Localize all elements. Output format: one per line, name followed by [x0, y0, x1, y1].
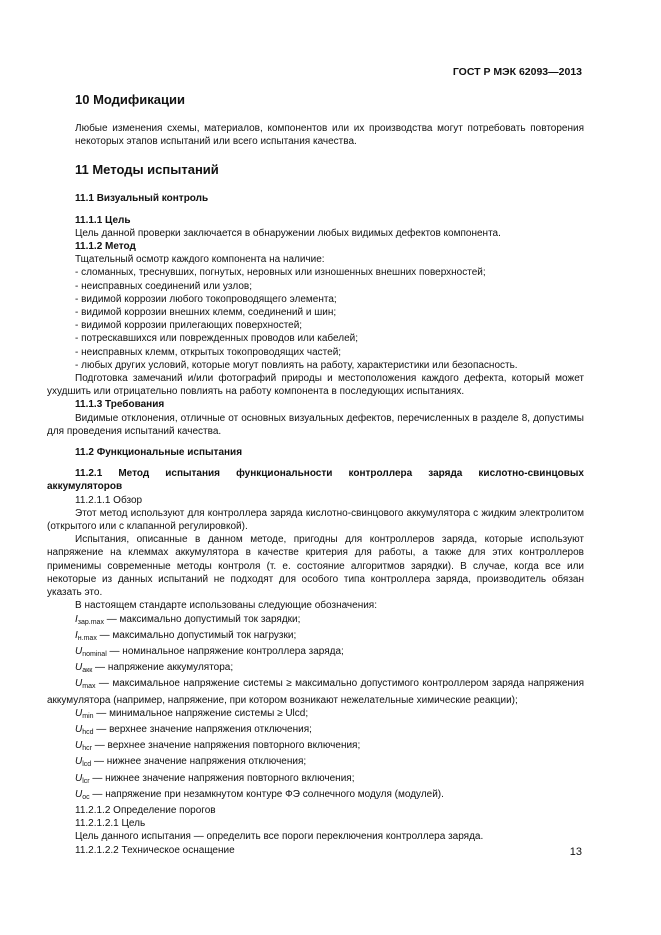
defect-list: [75, 266, 584, 372]
list-item: - видимой коррозии внешних клемм, соединений и шин;: [75, 307, 337, 319]
list-item: - видимой коррозии любого токопроводящего элемента;: [75, 293, 337, 305]
document-content: [47, 88, 584, 857]
section-11-2-1-1-title: 11.2.1.1 Обзор: [75, 494, 143, 506]
section-11-2-1-title: 11.2.1 Метод испытания функциональности контроллера заряда кислотно-свинцовых аккумуляторов: [47, 468, 584, 493]
symbol-item: $U_{hcr}$ — верхнее значение напряжения повторного включения;: [75, 740, 361, 753]
section-11-1-2-after: Подготовка замечаний и/или фотографий природы и местоположения каждого дефекта, который может ухудшить или отрицательно повлиять на работу компонента в последующих испытаниях.: [47, 373, 584, 398]
list-item: - сломанных, треснувших, погнутых, неровных или изношенных внешних поверхностей;: [75, 267, 486, 279]
section-11-2-1-2-2-title: 11.2.1.2.2 Техническое оснащение: [75, 844, 235, 856]
symbol-item: $U_{акк}$ — напряжение аккумулятора;: [75, 662, 234, 675]
list-item: - любых других условий, которые могут повлиять на работу, характеристики или безопасность.: [75, 359, 518, 371]
section-11-2-1-1-p2: Испытания, описанные в данном методе, пригодны для контроллеров заряда, которые используют напряжение на клеммах аккумулятора в качестве критерия для работы, а также для этих контроллеров применимы современные методы контроля (т. е. состояние алгоритмов зарядки). В случае, когда все или некоторые из данных испытаний не подходят для особого типа контроллера заряда, производитель обязан указать это.: [47, 534, 584, 599]
section-11-2-1-2-title: 11.2.1.2 Определение порогов: [75, 804, 216, 816]
list-item: - видимой коррозии прилегающих поверхностей;: [75, 320, 303, 332]
symbol-item: $I_{зар.max}$ — максимально допустимый ток зарядки;: [75, 613, 301, 626]
section-11-1-1-text: Цель данной проверки заключается в обнаружении любых видимых дефектов компонента.: [75, 227, 501, 239]
section-11-2-title: 11.2 Функциональные испытания: [75, 447, 243, 459]
page-number: 13: [569, 846, 582, 858]
section-10-text: Любые изменения схемы, материалов, компонентов или их производства могут потребовать повторения некоторых этапов испытаний или всего испытания качества.: [75, 123, 584, 148]
section-11-2-1-2-1-text: Цель данного испытания — определить все пороги переключения контроллера заряда.: [75, 831, 484, 843]
section-11-2-1-1-p1: Этот метод используют для контроллера заряда кислотно-свинцового аккумулятора с жидким электролитом (открытого или с клапанной регулировкой).: [47, 507, 584, 533]
list-item: - неисправных клемм, открытых токопроводящих частей;: [75, 346, 342, 358]
symbol-item: $U_{max}$ — максимальное напряжение системы ≥ максимально допустимого контроллером заряда напряжения аккумулятора (например, напряжение, при котором возникают нежелательные химические реакции);: [47, 678, 584, 706]
section-11-1-2-intro: Тщательный осмотр каждого компонента на наличие:: [75, 254, 325, 266]
list-item: - неисправных соединений или узлов;: [75, 280, 252, 292]
symbol-item: $U_{nominal}$ — номинальное напряжение контроллера заряда;: [75, 645, 344, 658]
document-header: ГОСТ Р МЭК 62093—2013: [452, 66, 582, 78]
section-11-1-3-title: 11.1.3 Требования: [75, 399, 165, 411]
symbol-item: $I_{н.max}$ — максимально допустимый ток нагрузки;: [75, 629, 297, 642]
section-11-2-1-2-1-title: 11.2.1.2.1 Цель: [75, 818, 146, 830]
section-11-1-3-text: Видимые отклонения, отличные от основных визуальных дефектов, перечисленных в разделе 8, допустимы для проведения испытаний качества.: [47, 412, 584, 437]
section-11-2-1-1-p3: В настоящем стандарте использованы следующие обозначения:: [75, 600, 378, 612]
section-11-1-1-title: 11.1.1 Цель: [75, 214, 131, 226]
list-item: - потрескавшихся или поврежденных проводов или кабелей;: [75, 333, 359, 345]
symbol-item: $U_{lcr}$ — нижнее значение напряжения повторного включения;: [75, 772, 355, 785]
section-11-1-2-title: 11.1.2 Метод: [75, 241, 136, 253]
symbol-item: $U_{oc}$ — напряжение при незамкнутом контуре ФЭ солнечного модуля (модулей).: [75, 788, 444, 801]
section-10-title: 10 Модификации: [75, 92, 185, 107]
section-11-title: 11 Методы испытаний: [75, 162, 219, 178]
symbol-item: $U_{hcd}$ — верхнее значение напряжения отключения;: [75, 723, 312, 736]
symbol-item: $U_{min}$ — минимальное напряжение системы ≥ Ulcd;: [75, 707, 309, 720]
symbol-item: $U_{lcd}$ — нижнее значение напряжения отключения;: [75, 756, 307, 769]
section-11-1-title: 11.1 Визуальный контроль: [75, 193, 209, 205]
symbols-list: [47, 613, 584, 804]
